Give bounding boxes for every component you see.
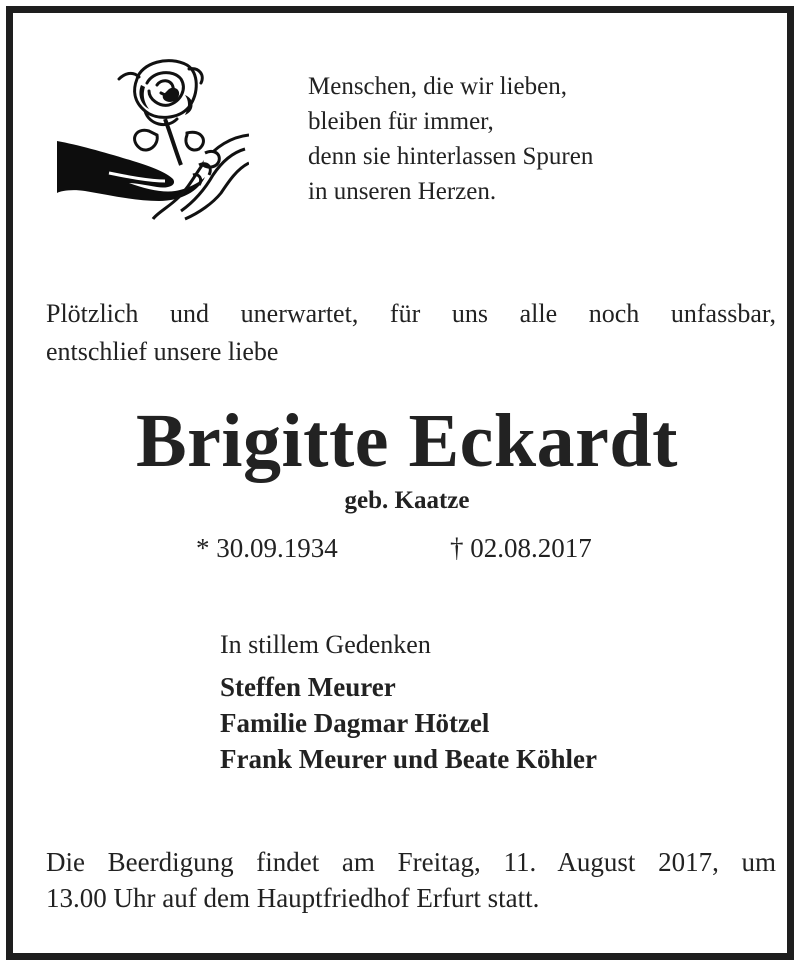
funeral-notice bbox=[46, 844, 776, 916]
intro-line: Plötzlich und unerwartet, für uns alle noch unfassbar, bbox=[46, 299, 776, 328]
mourners-list bbox=[220, 669, 597, 777]
poem-line: in unseren Herzen. bbox=[308, 178, 497, 205]
mourning-heading: In stillem Gedenken bbox=[220, 630, 431, 659]
intro-text bbox=[46, 295, 776, 371]
poem bbox=[308, 69, 593, 209]
obituary-frame bbox=[6, 6, 794, 960]
poem-line: Menschen, die wir lieben, bbox=[308, 73, 567, 100]
mourner-name: Frank Meurer und Beate Köhler bbox=[220, 744, 597, 774]
maiden-name: geb. Kaatze bbox=[344, 487, 470, 514]
deceased-name: Brigitte Eckardt bbox=[135, 399, 678, 483]
poem-line: bleiben für immer, bbox=[308, 108, 494, 135]
funeral-line: 13.00 Uhr auf dem Hauptfriedhof Erfurt statt. bbox=[46, 883, 540, 913]
mourner-name: Steffen Meurer bbox=[220, 672, 396, 702]
death-date: † 02.08.2017 bbox=[450, 533, 592, 563]
mourner-name: Familie Dagmar Hötzel bbox=[220, 708, 490, 738]
hands-holding-rose-icon bbox=[49, 49, 249, 239]
birth-date: * 30.09.1934 bbox=[196, 533, 338, 563]
poem-line: denn sie hinterlassen Spuren bbox=[308, 143, 594, 170]
intro-line: entschlief unsere liebe bbox=[46, 337, 279, 366]
funeral-line: Die Beerdigung findet am Freitag, 11. August 2017, um bbox=[46, 847, 776, 877]
